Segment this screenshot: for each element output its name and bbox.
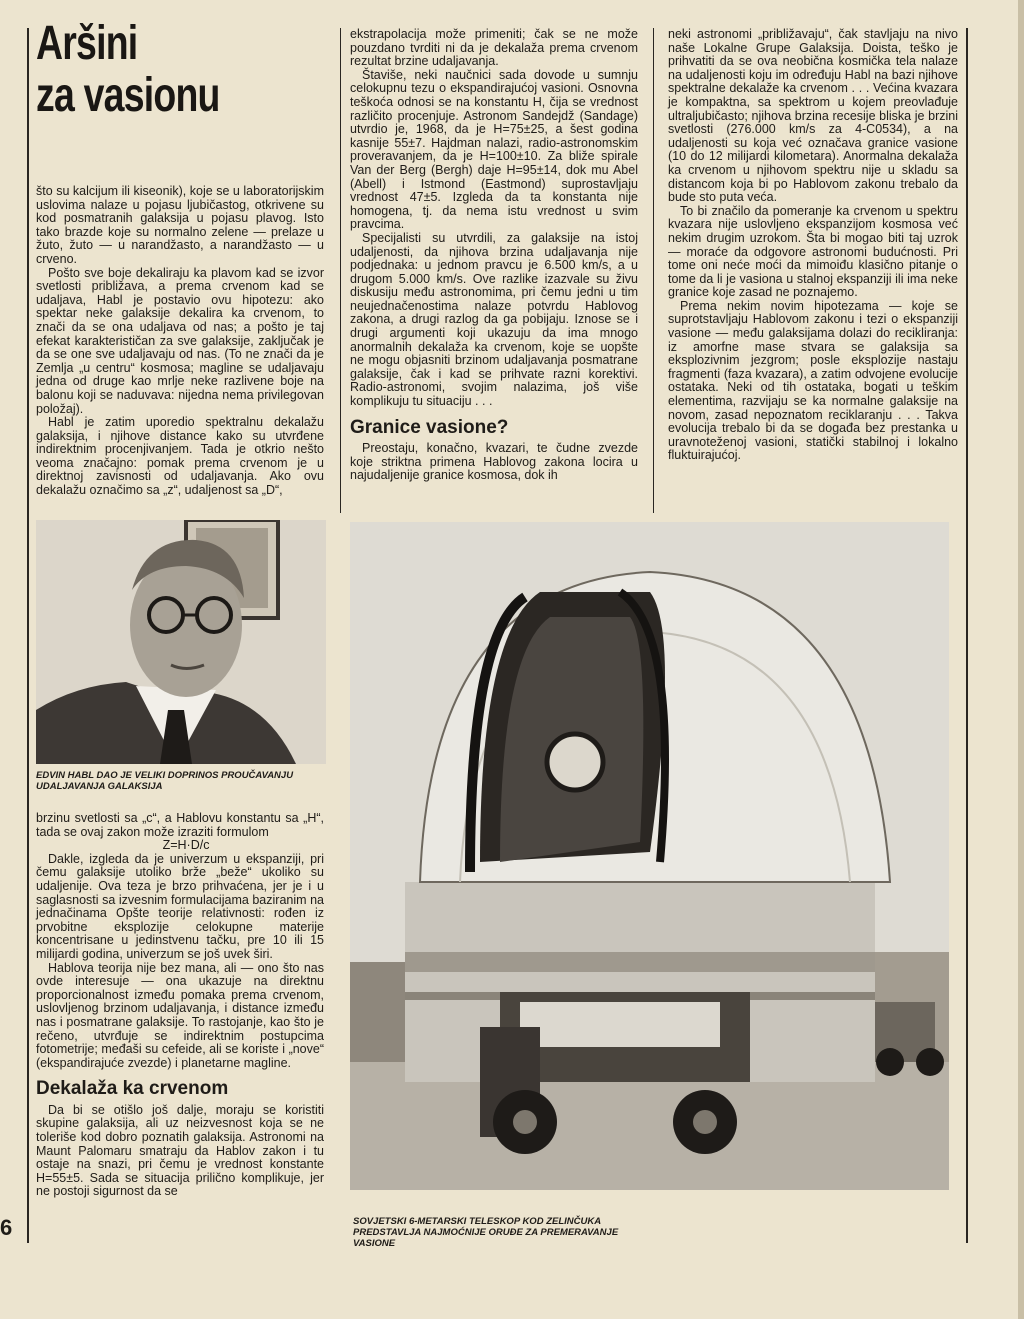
column-rule-middle-2 [653, 28, 654, 513]
column-rule-right [966, 28, 968, 1243]
paragraph: Dakle, izgleda da je univerzum u ekspanziji, pri čemu galaksije utoliko brže „beže“ ukoliko su udaljenije. Ova teza je brzo prihvaćena, jer je i u saglasnosti sa izvesnim formulacijama baziranim na jednačinama Opšte teorije relativnosti: rođen iz prvobitne eksplozije celokupne materije koncentrisane u jedinstvenu tačku, pre 10 ili 15 milijardi godina, univerzum se još uvek širi. [36, 851, 324, 961]
article-title [36, 18, 220, 122]
paragraph: Habl je zatim uporedio spektralnu dekalažu galaksija, i njihove distance kako su utvrđene indirektnim procenjivanjem. Tada je otkrio nešto veoma značajno: pomak prema crvenom je u direktnoj zavisnosti od udaljavanja. Ako ovu dekalažu označimo sa „z“, udaljenost sa „D“, [36, 415, 324, 498]
hubble-formula: Z=H·D/c [162, 838, 210, 853]
column-3-text [668, 28, 958, 463]
paragraph: ekstrapolacija može primeniti; čak se ne može pouzdano tvrditi ni da je dekalaža prema crvenom rezultat brzine udaljavanja. [350, 27, 638, 69]
paragraph: Prema nekim novim hipotezama — koje se suprotstavljaju Hablovom zakonu i tezi o ekspanziji vasione — među galaksijama dolazi do recikliranja: iz amorfne mase stvara se galaksija sa eksplozivnim jezgrom; posle eksplozije nastaju fragmenti (faza kvazara), a zatim odvojene evolucije ostataka. Neki od tih ostataka, bogati u teškim elementima, razvijaju se ka normalne galaksije na novom, zasad nepoznatom reciklaranju . . . Takva evolucija trebalo bi da se događa bez prestanka u uravnoteženoj vasioni, statički stabilnoj i lokalno fluktuirajućoj. [668, 298, 958, 463]
subhead-universe-limits: Granice vasione? [350, 416, 509, 438]
title-line-2: za vasionu [36, 69, 220, 122]
paragraph: Specijalisti su utvrdili, za galaksije na istoj udaljenosti, da njihova brzina udaljavanja nije podjednaka: u jednom pravcu je 6.500 km/s, a u drugom 5.000 km/s. Ove razlike izazvale su živu diskusiju među astronomima, pri čemu jedni u tim neujednačenostima nalaze potvrdu Hablovog zakona, a drugi razlog da ga pobijaju. Iznose se i drugi argumenti koji ukazuju da ima mnogo anormalnih dekalaža ka crvenom, koje se uopšte ne mogu objasniti brzinom udaljavanja posmatrane galaksije, čak i kad se prihvate razni korektivi. Radio-astronomi, svojim nalazima, još više komplikuju tu situaciju . . . [350, 230, 638, 409]
column-rule-middle-1 [340, 28, 341, 513]
paragraph: Pošto sve boje dekaliraju ka plavom kad se izvor svetlosti približava, a prema crvenom kad se udaljava, Habl je postavio ovu hipotezu: ako spektar neke galaksije dekalira ka crvenom, to znači da se ona udaljava od nas; a pošto je taj efekat karakterističan za sve galaksije, zaključak je da se one sve udaljavaju od nas. (To ne znači da je Zemlja „u centru“ kosmosa; magline se udaljavaju jedna od druge kao mrlje neke razlivene boje na balonu koji se naduvava: nijedna nema privilegovan položaj). [36, 265, 324, 416]
observatory-illustration [350, 522, 949, 1190]
column-1-top-text [36, 185, 324, 498]
title-line-1: Aršini [36, 17, 138, 70]
paragraph: brzinu svetlosti sa „c“, a Hablovu konstantu sa „H“, tada se ovaj zakon može izraziti formulom [36, 811, 324, 839]
column-rule-left [27, 28, 29, 1243]
portrait-photo-hubble [36, 520, 326, 764]
paragraph: To bi značilo da pomeranje ka crvenom u spektru kvazara nije uslovljeno ekspanzijom kosmosa već nekim drugim uzrokom. Šta bi mogao biti taj uzrok — moraće da odgovore astronomi budućnosti. Pri tome oni neće moći da mimoiđu klasično pitanje o tome da li je vasiona u stalnoj ekspanziji ili ima neke granice koje zasad ne poznajemo. [668, 203, 958, 300]
portrait-caption: EDVIN HABL DAO JE VELIKI DOPRINOS PROUČAVANJU UDALJAVANJA GALAKSIJA [36, 770, 294, 792]
paragraph: neki astronomi „približavaju“, čak stavljaju na nivo naše Lokalne Grupe Galaksija. Doista, teško je prihvatiti da se ova neobična kosmička tela nalaze na udaljenosti koju im određuju Habl na bazi njihove spektralne dekalaže ka crvenom . . . Većina kvazara je kompaktna, sa spektrom u kojem preovlađuje ultraljubičasto; njihova brzina recesije bliska je brzini svetlosti (276.000 km/s za 4-C0534), a na udaljenosti su koja već označava granice vasione (10 do 12 milijardi kilometara). Anormalna dekalaža ka crvenom u njihovom spektru nije u skladu sa distancom koja bi po Hablovom zakonu trebalo da bude sto puta veća. [668, 27, 958, 205]
telescope-caption: SOVJETSKI 6-METARSKI TELESKOP KOD ZELINČUKA PREDSTAVLJA NAJMOĆNIJE ORUĐE ZA PREMERAVANJE VASIONE [353, 1216, 619, 1249]
subhead-redshift: Dekalaža ka crvenom [36, 1078, 229, 1100]
column-1-bottom-text [36, 812, 324, 1199]
paragraph: Da bi se otišlo još dalje, moraju se koristiti skupine galaksija, ali uz neizvesnost koja se ne toleriše kod dobro poznatih galaksija. Astronomi na Maunt Palomaru smatraju da Hablov zakon i tu ostaje na snazi, pri čemu je vrednost konstante H=55±5. Sada se situacija prilično komplikuje, jer ne postoji sigurnost da se [36, 1102, 324, 1199]
telescope-observatory-photo [350, 522, 949, 1190]
paragraph: Štaviše, neki naučnici sada dovode u sumnju celokupnu tezu o ekspandirajućoj vasioni. Osnovna teškoća odnosi se na konstantu H, čija se vrednost različito procenjuje. Astronom Sandejdž (Sandage) utvrdio je, 1968, da je H=75±25, a šest godina kasnije 55±7. Hajdman nalazi, radio-astronomskim proveravanjem, da je H=100±10. Za bliže spirale Van der Berg (Bergh) daje H=95±14, dok mu Abel (Abell) i Istmond (Eastmond) suprostavljaju vrednost 47±5. Izgleda da ta konstanta nije homogena, tj. da nema istu vrednost u svim pravcima. [350, 67, 638, 232]
page-right-edge [1018, 0, 1024, 1319]
column-2-text [350, 28, 638, 483]
page-number-mark: 6 [0, 1215, 13, 1240]
paragraph: što su kalcijum ili kiseonik), koje se u laboratorijskim uslovima nalaze u pojasu ljubičastog, otkrivene su kod posmatranih galaksija u pojasu plavog. Isto tako brazde koje su normalno zelene — prelaze u žuto, žuto — u narandžasto, a narandžasto — u crveno. [36, 184, 324, 266]
paragraph: Preostaju, konačno, kvazari, te čudne zvezde koje striktna primena Hablovog zakona locira u najudaljenije granice kosmosa, dok ih [350, 441, 638, 483]
portrait-illustration [36, 520, 326, 764]
paragraph: Hablova teorija nije bez mana, ali — ono što nas ovde interesuje — ona ukazuje na direktnu proporcionalnost između pomaka prema crvenom, uslovljenog brzinom udaljavanja, i distance između nas i posmatrane galaksije. To rastojanje, kao što je rečeno, utvrđuje se indirektnim postupcima fotometrije; međaši su cefeide, ali se koriste i „nove“ (ekspandirajuće zvezde) i planetarne magline. [36, 960, 324, 1070]
